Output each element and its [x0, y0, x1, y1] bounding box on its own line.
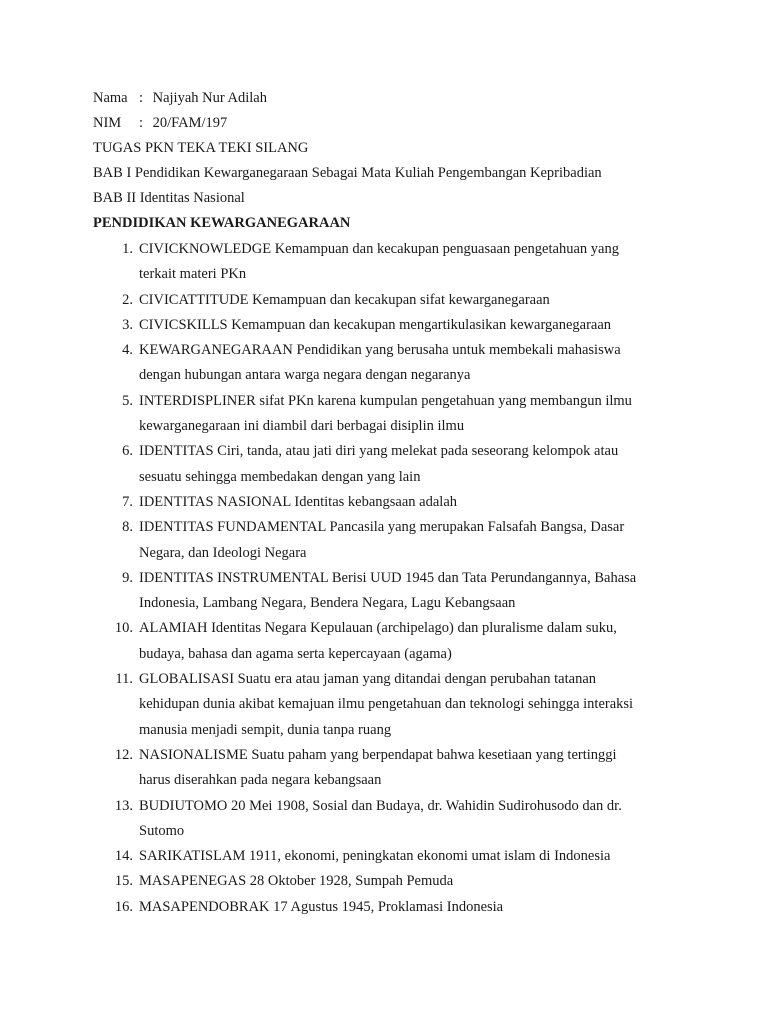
list-item — [0, 844, 768, 869]
name-label: Nama — [93, 90, 128, 106]
item-text-line: IDENTITAS Ciri, tanda, atau jati diri yang melekat pada seseorang kelompok atau — [139, 443, 619, 460]
list-item — [0, 515, 768, 566]
item-text-line: GLOBALISASI Suatu era atau jaman yang ditandai dengan perubahan tatanan — [139, 671, 597, 688]
list-item — [0, 895, 768, 920]
item-number: 16. — [114, 898, 133, 915]
item-text-line: Negara, dan Ideologi Negara — [139, 544, 307, 561]
item-text-line: IDENTITAS INSTRUMENTAL Berisi UUD 1945 dan Tata Perundangannya, Bahasa — [139, 569, 637, 586]
list-item — [0, 338, 768, 389]
item-text-line: kewarganegaraan ini diambil dari berbagai disiplin ilmu — [139, 418, 465, 435]
list-item — [0, 743, 768, 794]
name-separator: : — [139, 90, 144, 106]
item-number: 13. — [114, 797, 133, 814]
list-item — [0, 794, 768, 845]
item-text-line: MASAPENDOBRAK 17 Agustus 1945, Proklamasi Indonesia — [139, 898, 504, 915]
item-text-line: terkait materi PKn — [139, 266, 247, 283]
item-number: 2. — [122, 291, 133, 308]
item-text-line: IDENTITAS FUNDAMENTAL Pancasila yang merupakan Falsafah Bangsa, Dasar — [139, 519, 625, 536]
list-item — [0, 389, 768, 440]
nim-separator: : — [139, 115, 144, 131]
item-number: 9. — [122, 569, 133, 586]
item-text-line: budaya, bahasa dan agama serta kepercayaan (agama) — [139, 645, 452, 662]
bab2-line: BAB II Identitas Nasional — [93, 190, 245, 206]
item-text-line: INTERDISPLINER sifat PKn karena kumpulan pengetahuan yang membangun ilmu — [139, 392, 632, 409]
item-text-line: sesuatu sehingga membedakan dengan yang lain — [139, 468, 421, 485]
item-number: 4. — [122, 342, 133, 359]
item-number: 7. — [122, 493, 133, 510]
item-text-line: IDENTITAS NASIONAL Identitas kebangsaan adalah — [139, 493, 458, 510]
term-list — [0, 237, 768, 920]
list-item — [0, 288, 768, 313]
item-text-line: BUDIUTOMO 20 Mei 1908, Sosial dan Budaya, dr. Wahidin Sudirohusodo dan dr. — [139, 797, 622, 814]
item-text-line: manusia menjadi sempit, dunia tanpa ruang — [139, 721, 392, 738]
item-number: 8. — [122, 519, 133, 536]
item-text-line: SARIKATISLAM 1911, ekonomi, peningkatan ekonomi umat islam di Indonesia — [139, 848, 611, 865]
list-item — [0, 667, 768, 743]
item-number: 12. — [114, 746, 133, 763]
assignment-title: TUGAS PKN TEKA TEKI SILANG — [93, 140, 309, 156]
item-text-line: ALAMIAH Identitas Negara Kepulauan (archipelago) dan pluralisme dalam suku, — [139, 620, 617, 637]
list-item — [0, 616, 768, 667]
list-item — [0, 237, 768, 288]
item-number: 11. — [115, 671, 133, 688]
list-item — [0, 566, 768, 617]
name-value: Najiyah Nur Adilah — [152, 90, 267, 106]
list-item — [0, 439, 768, 490]
list-item — [0, 313, 768, 338]
item-text-line: kehidupan dunia akibat kemajuan ilmu pengetahuan dan teknologi sehingga interaksi — [139, 696, 634, 713]
item-number: 14. — [114, 848, 133, 865]
list-item — [0, 869, 768, 894]
item-text-line: Sutomo — [139, 822, 185, 839]
item-text-line: harus diserahkan pada negara kebangsaan — [139, 772, 382, 789]
bab1-line: BAB I Pendidikan Kewarganegaraan Sebagai Mata Kuliah Pengembangan Kepribadian — [93, 165, 602, 181]
item-text-line: Indonesia, Lambang Negara, Bendera Negara, Lagu Kebangsaan — [139, 595, 516, 612]
item-text-line: KEWARGANEGARAAN Pendidikan yang berusaha untuk membekali mahasiswa — [139, 342, 621, 359]
item-number: 6. — [122, 443, 133, 460]
item-text-line: CIVICKNOWLEDGE Kemampuan dan kecakupan penguasaan pengetahuan yang — [139, 241, 619, 257]
item-number: 1. — [122, 241, 133, 257]
item-number: 10. — [114, 620, 133, 637]
section-heading: PENDIDIKAN KEWARGANEGARAAN — [93, 215, 351, 231]
item-text-line: CIVICATTITUDE Kemampuan dan kecakupan sifat kewarganegaraan — [139, 291, 550, 308]
nim-line — [93, 111, 713, 136]
item-number: 5. — [122, 392, 133, 409]
item-number: 3. — [122, 316, 133, 333]
document-header — [93, 86, 713, 236]
item-text-line: MASAPENEGAS 28 Oktober 1928, Sumpah Pemuda — [139, 873, 454, 890]
item-text-line: dengan hubungan antara warga negara dengan negaranya — [139, 367, 471, 384]
name-line — [93, 86, 713, 111]
list-item — [0, 490, 768, 515]
item-text-line: CIVICSKILLS Kemampuan dan kecakupan mengartikulasikan kewarganegaraan — [139, 316, 612, 333]
nim-value: 20/FAM/197 — [152, 115, 228, 131]
nim-label: NIM — [93, 115, 122, 131]
item-text-line: NASIONALISME Suatu paham yang berpendapat bahwa kesetiaan yang tertinggi — [139, 746, 617, 763]
item-number: 15. — [114, 873, 133, 890]
